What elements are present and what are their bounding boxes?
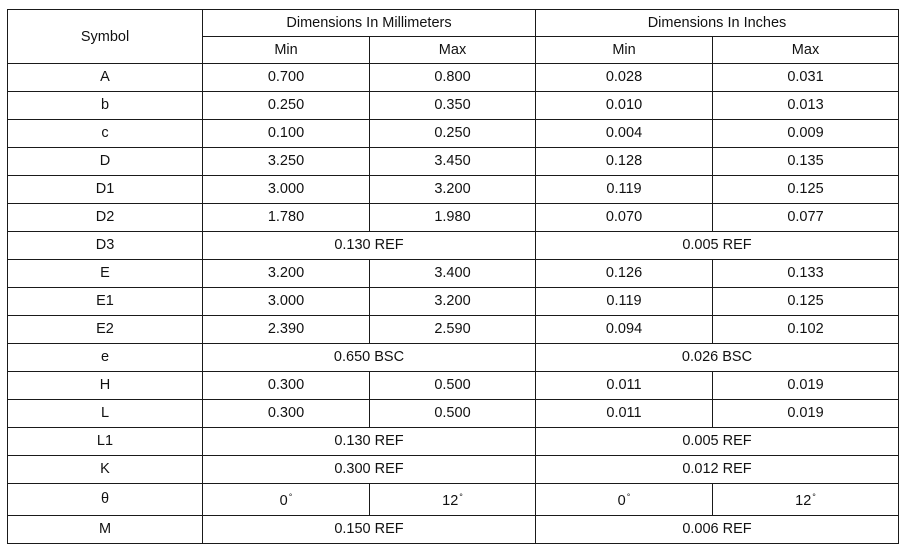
header-row-groups [8, 10, 899, 37]
table-row [8, 484, 899, 516]
table-row [8, 456, 899, 484]
in-max-cell-value: 0.019 [787, 377, 824, 393]
symbol-cell-value: E [100, 265, 110, 281]
mm-min-cell-value: 3.250 [267, 153, 305, 169]
symbol-cell [8, 516, 203, 544]
mm-min-cell [203, 400, 370, 428]
mm-merged-cell-value: 0.300 REF [334, 461, 404, 477]
mm-min-cell [203, 92, 370, 120]
in-max-cell [713, 372, 899, 400]
mm-min-cell-value: 0.700 [267, 69, 305, 85]
in-merged-cell-value: 0.006 REF [682, 521, 752, 537]
in-merged-cell [536, 344, 899, 372]
mm-min-cell-value: 0 [279, 493, 288, 509]
in-max-cell-value: 0.125 [787, 293, 824, 309]
mm-max-cell-value: 0.250 [434, 125, 471, 141]
mm-min-cell-value: 0.300 [267, 377, 305, 393]
mm-min-cell-value: 1.780 [267, 209, 305, 225]
in-merged-cell-value: 0.026 BSC [681, 349, 753, 365]
in-max-cell [713, 64, 899, 92]
mm-merged-cell-value: 0.130 REF [334, 237, 404, 253]
in-min-cell [536, 148, 713, 176]
table-row [8, 400, 899, 428]
in-min-cell [536, 316, 713, 344]
in-max-cell-value: 0.077 [787, 209, 824, 225]
symbol-cell-value: E1 [96, 293, 114, 309]
in-min-header: Min [536, 37, 713, 64]
mm-min-cell [203, 484, 370, 516]
mm-min-cell [203, 176, 370, 204]
mm-min-cell [203, 64, 370, 92]
table-row [8, 64, 899, 92]
symbol-cell-value: L [100, 405, 110, 421]
symbol-cell [8, 344, 203, 372]
symbol-cell [8, 372, 203, 400]
table-row [8, 120, 899, 148]
in-min-cell [536, 64, 713, 92]
in-min-cell-value: 0 [617, 493, 626, 509]
in-min-cell-value: 0.128 [605, 153, 643, 169]
mm-merged-cell-value: 0.150 REF [334, 521, 404, 537]
mm-min-cell [203, 316, 370, 344]
in-merged-cell [536, 516, 899, 544]
table-row [8, 260, 899, 288]
degree-symbol: ° [626, 492, 631, 502]
symbol-cell-value: L1 [96, 433, 114, 449]
in-min-cell [536, 204, 713, 232]
symbol-cell-value: D2 [95, 209, 115, 225]
in-max-cell-value: 0.125 [787, 181, 824, 197]
mm-max-cell [370, 92, 536, 120]
mm-merged-cell [203, 428, 536, 456]
mm-min-cell-value: 3.000 [267, 181, 305, 197]
symbol-cell [8, 148, 203, 176]
symbol-cell-value: M [98, 521, 112, 537]
table-row [8, 428, 899, 456]
mm-merged-cell-value: 0.650 BSC [333, 349, 405, 365]
mm-min-cell-value: 0.250 [267, 97, 305, 113]
symbol-cell-value: D3 [95, 237, 115, 253]
mm-max-cell-value: 0.500 [434, 377, 471, 393]
in-merged-cell [536, 232, 899, 260]
in-min-cell-value: 0.011 [606, 405, 642, 421]
in-min-cell [536, 372, 713, 400]
mm-max-cell-value: 3.400 [434, 265, 471, 281]
in-min-cell [536, 484, 713, 516]
mm-min-header: Min [203, 37, 370, 64]
mm-merged-cell [203, 516, 536, 544]
mm-min-cell [203, 148, 370, 176]
in-max-cell-value: 0.135 [787, 153, 824, 169]
symbol-cell [8, 232, 203, 260]
symbol-cell-value: A [100, 69, 110, 85]
mm-max-cell-value: 3.200 [434, 293, 471, 309]
in-max-cell-value: 0.019 [787, 405, 824, 421]
dimensions-table-body [8, 10, 899, 544]
in-min-cell [536, 176, 713, 204]
mm-max-cell [370, 400, 536, 428]
symbol-cell [8, 456, 203, 484]
symbol-cell-value: b [100, 97, 110, 113]
mm-min-cell-value: 0.100 [267, 125, 305, 141]
symbol-cell-value: E2 [96, 321, 114, 337]
table-row [8, 232, 899, 260]
mm-max-cell-value: 3.200 [434, 181, 471, 197]
symbol-cell [8, 92, 203, 120]
in-max-cell [713, 120, 899, 148]
mm-merged-cell [203, 344, 536, 372]
in-max-cell [713, 316, 899, 344]
in-merged-cell-value: 0.005 REF [682, 433, 752, 449]
in-max-cell [713, 204, 899, 232]
in-min-cell-value: 0.119 [606, 293, 642, 309]
symbol-cell [8, 64, 203, 92]
symbol-cell [8, 176, 203, 204]
table-row [8, 288, 899, 316]
in-min-cell-value: 0.010 [605, 97, 643, 113]
mm-min-cell-value: 3.200 [267, 265, 305, 281]
in-max-cell-value: 0.102 [787, 321, 824, 337]
mm-merged-cell [203, 456, 536, 484]
in-max-cell [713, 176, 899, 204]
in-min-cell-value: 0.126 [605, 265, 643, 281]
table-row [8, 372, 899, 400]
mm-max-cell [370, 64, 536, 92]
symbol-cell [8, 316, 203, 344]
in-min-cell [536, 400, 713, 428]
mm-max-cell [370, 372, 536, 400]
mm-max-cell-value: 12 [442, 493, 459, 509]
mm-max-cell [370, 260, 536, 288]
mm-max-cell [370, 288, 536, 316]
in-max-cell-value: 0.133 [787, 265, 824, 281]
degree-symbol: ° [812, 492, 816, 502]
in-min-cell-value: 0.011 [606, 377, 642, 393]
in-max-cell-value: 0.013 [787, 97, 824, 113]
in-min-cell-value: 0.070 [605, 209, 643, 225]
symbol-cell-value: e [100, 349, 110, 365]
table-row [8, 176, 899, 204]
mm-max-cell [370, 176, 536, 204]
dimensions-table [7, 9, 899, 544]
in-max-cell [713, 260, 899, 288]
mm-max-cell-value: 3.450 [434, 153, 471, 169]
symbol-cell [8, 428, 203, 456]
symbol-header: Symbol [8, 10, 203, 64]
table-row [8, 516, 899, 544]
mm-min-cell [203, 120, 370, 148]
mm-merged-cell-value: 0.130 REF [334, 433, 404, 449]
mm-min-cell [203, 372, 370, 400]
symbol-cell-value: D1 [95, 181, 115, 197]
mm-min-cell [203, 260, 370, 288]
in-max-cell-value: 0.031 [787, 69, 824, 85]
mm-max-cell [370, 120, 536, 148]
mm-max-cell [370, 204, 536, 232]
mm-min-cell-value: 2.390 [267, 321, 305, 337]
in-max-header: Max [713, 37, 899, 64]
in-max-cell [713, 400, 899, 428]
mm-max-header: Max [370, 37, 536, 64]
in-max-cell-value: 0.009 [787, 125, 824, 141]
in-merged-cell-value: 0.005 REF [682, 237, 752, 253]
mm-min-cell-value: 0.300 [267, 405, 305, 421]
table-row [8, 204, 899, 232]
in-merged-cell-value: 0.012 REF [682, 461, 752, 477]
in-max-cell-value: 12 [795, 493, 812, 509]
mm-merged-cell [203, 232, 536, 260]
table-row [8, 344, 899, 372]
mm-max-cell [370, 316, 536, 344]
symbol-cell [8, 120, 203, 148]
degree-symbol: ° [459, 492, 463, 502]
inches-header: Dimensions In Inches [536, 10, 899, 37]
table-row [8, 92, 899, 120]
table-row [8, 148, 899, 176]
symbol-cell [8, 260, 203, 288]
mm-max-cell [370, 148, 536, 176]
symbol-cell-value: H [99, 377, 111, 393]
mm-min-cell-value: 3.000 [267, 293, 305, 309]
symbol-cell-value: c [101, 125, 109, 141]
mm-min-cell [203, 288, 370, 316]
in-max-cell [713, 92, 899, 120]
mm-max-cell-value: 2.590 [434, 321, 471, 337]
mm-max-cell-value: 0.800 [434, 69, 471, 85]
in-min-cell [536, 120, 713, 148]
in-min-cell [536, 260, 713, 288]
millimeters-header: Dimensions In Millimeters [203, 10, 536, 37]
table-row [8, 316, 899, 344]
symbol-cell [8, 484, 203, 516]
symbol-cell [8, 400, 203, 428]
in-max-cell [713, 148, 899, 176]
in-min-cell [536, 288, 713, 316]
symbol-cell [8, 204, 203, 232]
symbol-cell [8, 288, 203, 316]
mm-min-cell [203, 204, 370, 232]
in-min-cell-value: 0.028 [605, 69, 643, 85]
mm-max-cell [370, 484, 536, 516]
mm-max-cell-value: 0.350 [434, 97, 471, 113]
in-max-cell [713, 484, 899, 516]
mm-max-cell-value: 1.980 [434, 209, 471, 225]
in-min-cell-value: 0.004 [605, 125, 643, 141]
symbol-cell-value: K [100, 461, 110, 477]
symbol-cell-value: D [99, 153, 111, 169]
in-merged-cell [536, 428, 899, 456]
in-max-cell [713, 288, 899, 316]
mm-max-cell-value: 0.500 [434, 405, 471, 421]
in-min-cell-value: 0.119 [606, 181, 642, 197]
in-min-cell [536, 92, 713, 120]
degree-symbol: ° [288, 492, 293, 502]
in-merged-cell [536, 456, 899, 484]
symbol-cell-value: θ [100, 491, 110, 507]
in-min-cell-value: 0.094 [605, 321, 643, 337]
